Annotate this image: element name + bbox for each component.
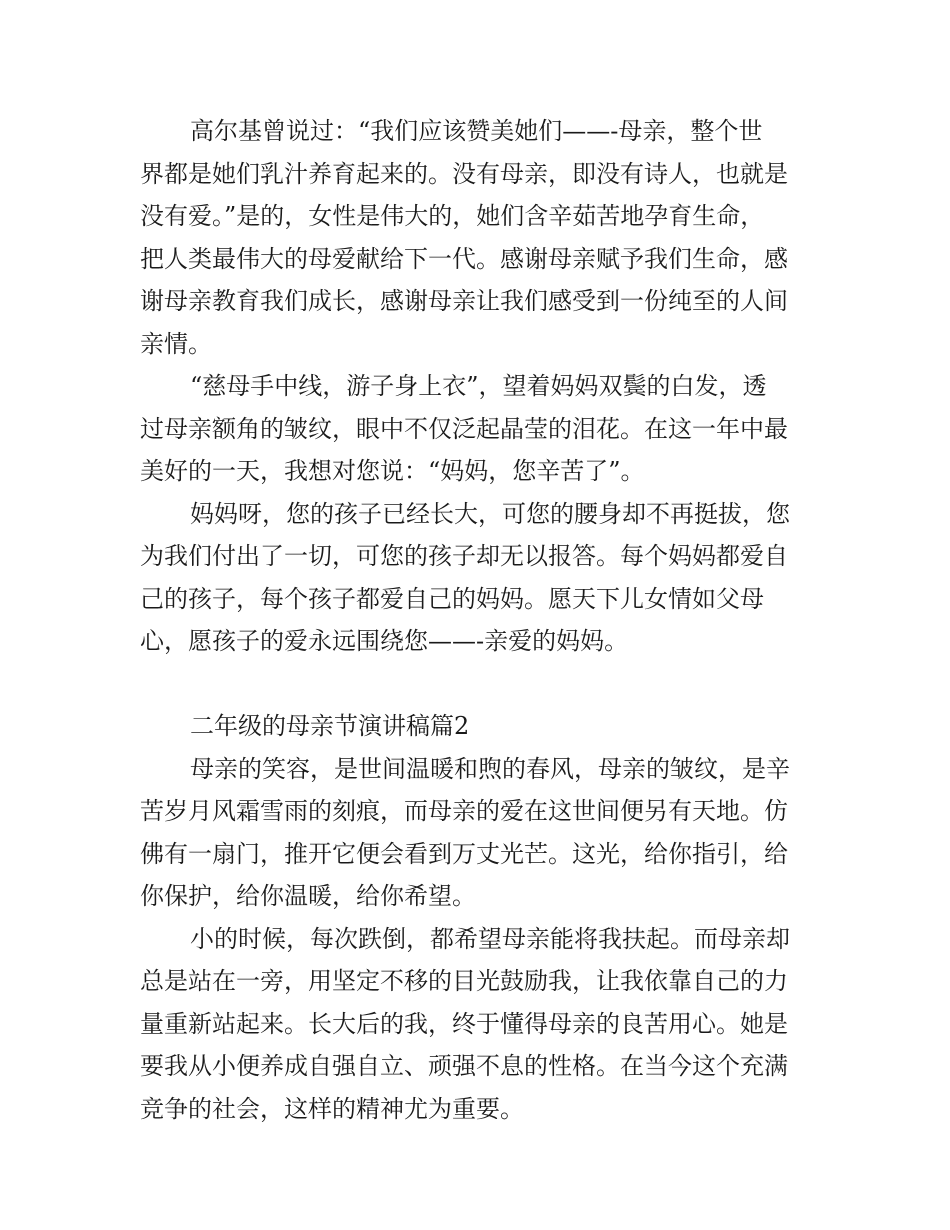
paragraph-line: 高尔基曾说过：“我们应该赞美她们——-母亲，整个世: [190, 117, 763, 145]
section-heading: 二年级的母亲节演讲稿篇2: [190, 712, 470, 740]
paragraph-line: 心，愿孩子的爱永远围绕您——-亲爱的妈妈。: [140, 627, 629, 655]
section-paragraph-2: [140, 918, 812, 1131]
section-paragraph-1: [140, 748, 812, 918]
paragraph-line: 界都是她们乳汁养育起来的。没有母亲，即没有诗人，也就是: [140, 159, 788, 188]
paragraph-line: 要我从小便养成自强自立、顽强不息的性格。在当今这个充满: [140, 1052, 788, 1080]
paragraph-line: 谢母亲教育我们成长，感谢母亲让我们感受到一份纯至的人间: [140, 287, 788, 315]
paragraph-line: 你保护，给你温暖，给你希望。: [140, 882, 476, 910]
paragraph-line: 己的孩子，每个孩子都爱自己的妈妈。愿天下儿女情如父母: [140, 584, 764, 613]
paragraph-line: 佛有一扇门，推开它便会看到万丈光芒。这光，给你指引，给: [140, 839, 788, 868]
paragraph-line: “慈母手中线，游子身上衣”，望着妈妈双鬓的白发，透: [190, 372, 767, 400]
paragraph-line: 母亲的笑容，是世间温暖和煦的春风，母亲的皱纹，是辛: [190, 754, 790, 783]
paragraph-line: 美好的一天，我想对您说：“妈妈，您辛苦了”。: [140, 457, 645, 485]
paragraph-spacer: [140, 663, 812, 706]
paragraph-line: 没有爱。”是的，女性是伟大的，她们含辛茹苦地孕育生命，: [140, 202, 765, 230]
paragraph-line: 把人类最伟大的母爱献给下一代。感谢母亲赋予我们生命，感: [140, 244, 788, 273]
paragraph-1: [140, 110, 812, 365]
paragraph-line: 量重新站起来。长大后的我，终于懂得母亲的良苦用心。她是: [140, 1009, 788, 1038]
paragraph-line: 竞争的社会，这样的精神尤为重要。: [140, 1094, 524, 1123]
paragraph-3: [140, 493, 812, 663]
paragraph-line: 为我们付出了一切，可您的孩子却无以报答。每个妈妈都爱自: [140, 542, 788, 570]
document-body: [140, 110, 812, 1130]
paragraph-line: 总是站在一旁，用坚定不移的目光鼓励我，让我依靠自己的力: [140, 967, 788, 995]
paragraph-line: 小的时候，每次跌倒，都希望母亲能将我扶起。而母亲却: [190, 924, 790, 953]
paragraph-line: 苦岁月风霜雪雨的刻痕，而母亲的爱在这世间便另有天地。仿: [140, 797, 788, 825]
paragraph-line: 亲情。: [140, 329, 212, 358]
paragraph-line: 过母亲额角的皱纹，眼中不仅泛起晶莹的泪花。在这一年中最: [140, 414, 788, 443]
paragraph-line: 妈妈呀，您的孩子已经长大，可您的腰身却不再挺拔，您: [190, 499, 790, 528]
paragraph-2: [140, 365, 812, 493]
